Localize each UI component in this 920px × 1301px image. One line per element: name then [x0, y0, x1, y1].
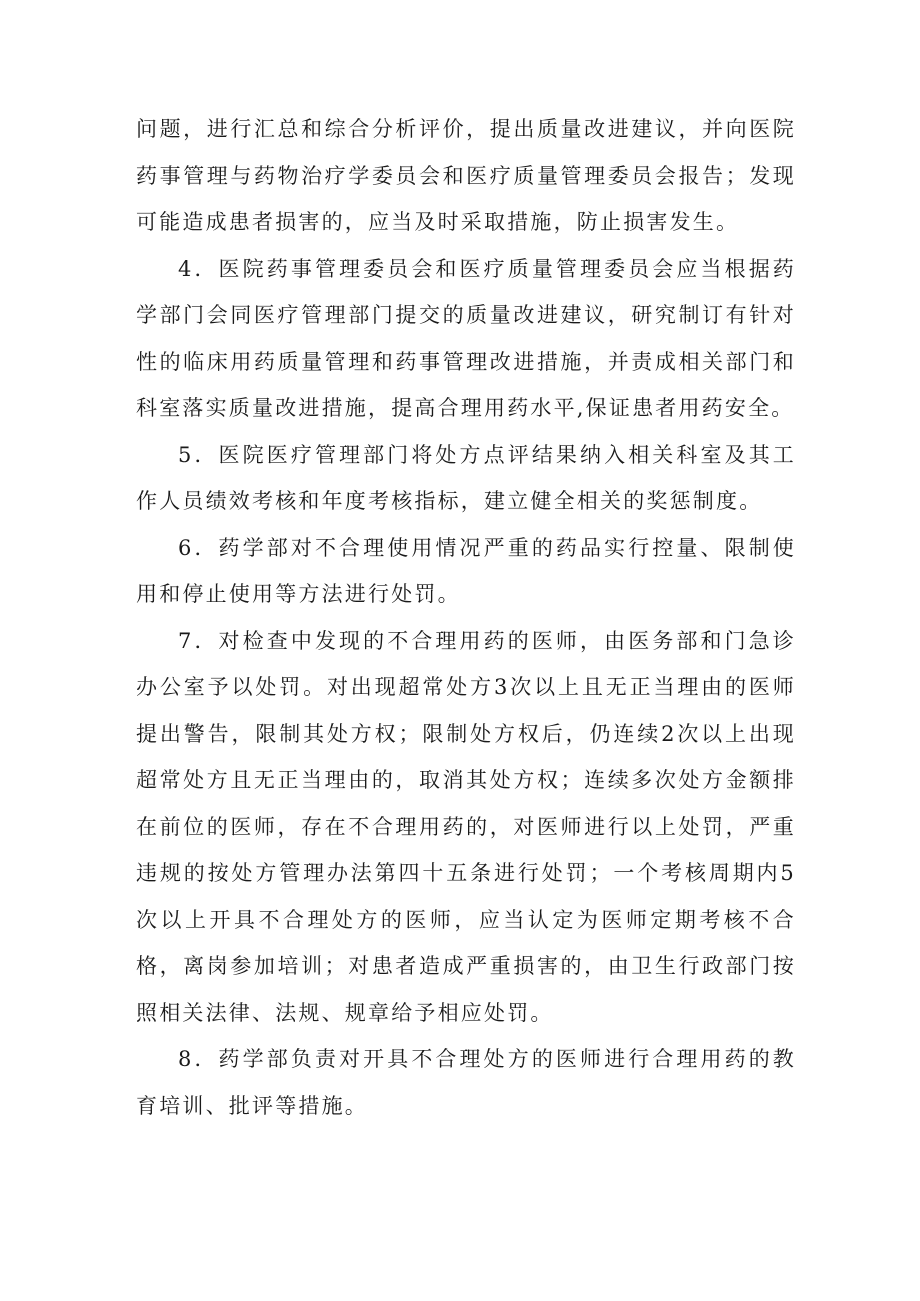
document-body: [136, 106, 796, 1129]
paragraph-item-8: 8．药学部负责对开具不合理处方的医师进行合理用药的教育培训、批评等措施。: [136, 1047, 796, 1118]
paragraph-item-4: 4．医院药事管理委员会和医疗质量管理委员会应当根据药学部门会同医疗管理部门提交的质量改进建议，研究制订有针对性的临床用药质量管理和药事管理改进措施，并责成相关部门和科室落实质量改进措施，提高合理用药水平,保证患者用药安全。: [136, 256, 796, 420]
paragraph-item-6: 6．药学部对不合理使用情况严重的药品实行控量、限制使用和停止使用等方法进行处罚。: [136, 535, 796, 606]
paragraph-item-7: 7．对检查中发现的不合理用药的医师，由医务部和门急诊办公室予以处罚。对出现超常处方3次以上且无正当理由的医师提出警告，限制其处方权；限制处方权后，仍连续2次以上出现超常处方且无正当理由的，取消其处方权；连续多次处方金额排在前位的医师，存在不合理用药的，对医师进行以上处罚，严重违规的按处方管理办法第四十五条进行处罚；一个考核周期内5次以上开具不合理处方的医师，应当认定为医师定期考核不合格，离岗参加培训；对患者造成严重损害的，由卫生行政部门按照相关法律、法规、规章给予相应处罚。: [136, 628, 796, 1025]
paragraph-continuation: 问题，进行汇总和综合分析评价，提出质量改进建议，并向医院药事管理与药物治疗学委员会和医疗质量管理委员会报告；发现可能造成患者损害的，应当及时采取措施，防止损害发生。: [136, 117, 796, 234]
paragraph-item-5: 5．医院医疗管理部门将处方点评结果纳入相关科室及其工作人员绩效考核和年度考核指标，建立健全相关的奖惩制度。: [136, 442, 796, 513]
